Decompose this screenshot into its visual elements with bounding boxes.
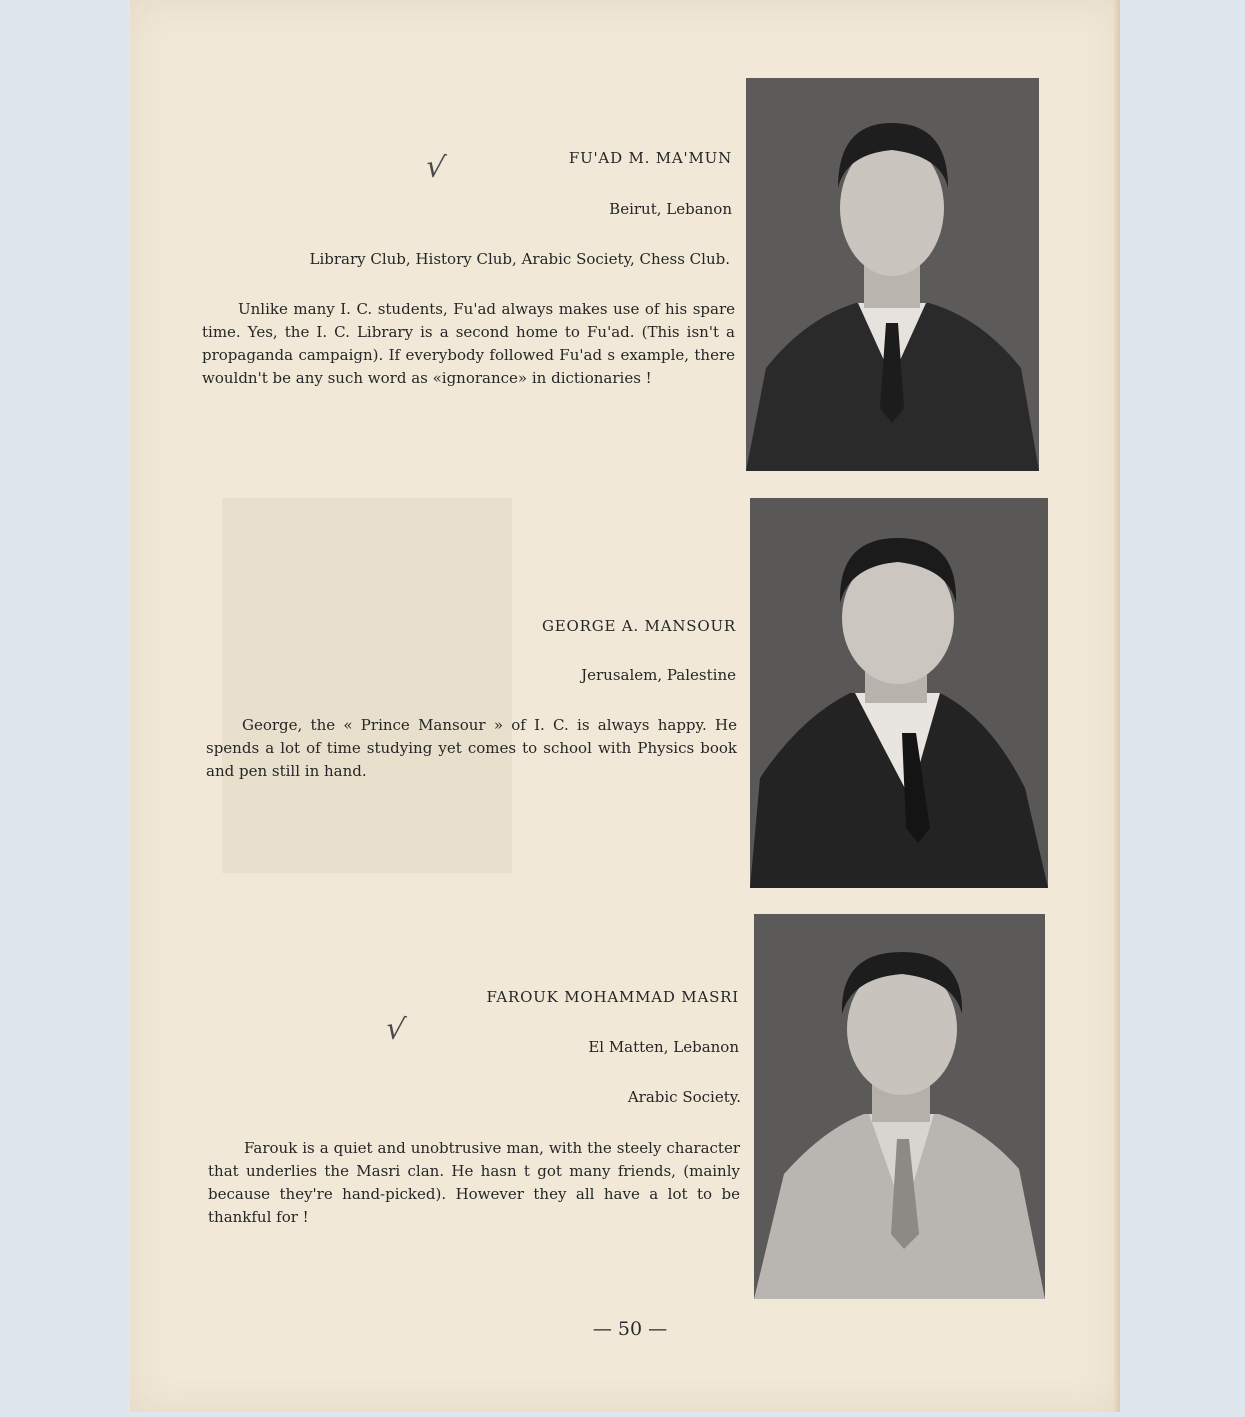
student-portrait-photo — [754, 914, 1045, 1299]
check-mark-icon: √ — [423, 148, 448, 187]
student-bio: George, the « Prince Mansour » of I. C. is always happy. He spends a lot of time studying yet comes to school with Physics book and pen still in hand. — [206, 716, 737, 780]
student-name: GEORGE A. MANSOUR — [541, 617, 736, 635]
portrait-image — [750, 498, 1048, 888]
student-name: FAROUK MOHAMMAD MASRI — [486, 988, 739, 1006]
yearbook-page — [130, 0, 1120, 1412]
student-activities: Arabic Society. — [627, 1088, 741, 1106]
student-hometown: Jerusalem, Palestine — [581, 666, 736, 684]
bleed-through-shadow — [222, 498, 512, 873]
student-hometown: El Matten, Lebanon — [588, 1038, 739, 1056]
student-activities: Library Club, History Club, Arabic Society, Chess Club. — [309, 250, 730, 268]
check-mark-icon: √ — [383, 1010, 408, 1049]
student-bio: Farouk is a quiet and unobtrusive man, with the steely character that underlies the Masri clan. He hasn t got many friends, (mainly because they're hand-picked). However they all have a lot to be thankful for ! — [208, 1139, 740, 1226]
student-portrait-photo — [746, 78, 1039, 471]
student-portrait-photo — [750, 498, 1048, 888]
student-hometown: Beirut, Lebanon — [609, 200, 732, 218]
student-name: FU'AD M. MA'MUN — [568, 149, 732, 167]
student-bio: Unlike many I. C. students, Fu'ad always makes use of his spare time. Yes, the I. C. Library is a second home to Fu'ad. (This isn't a propaganda campaign). If everybody followed Fu'ad s example, there wouldn't be any such word as «ignorance» in dictionaries ! — [202, 300, 735, 387]
page-edge — [1114, 0, 1120, 1412]
portrait-image — [754, 914, 1045, 1299]
page-number: — 50 — — [592, 1318, 668, 1340]
portrait-image — [746, 78, 1039, 471]
